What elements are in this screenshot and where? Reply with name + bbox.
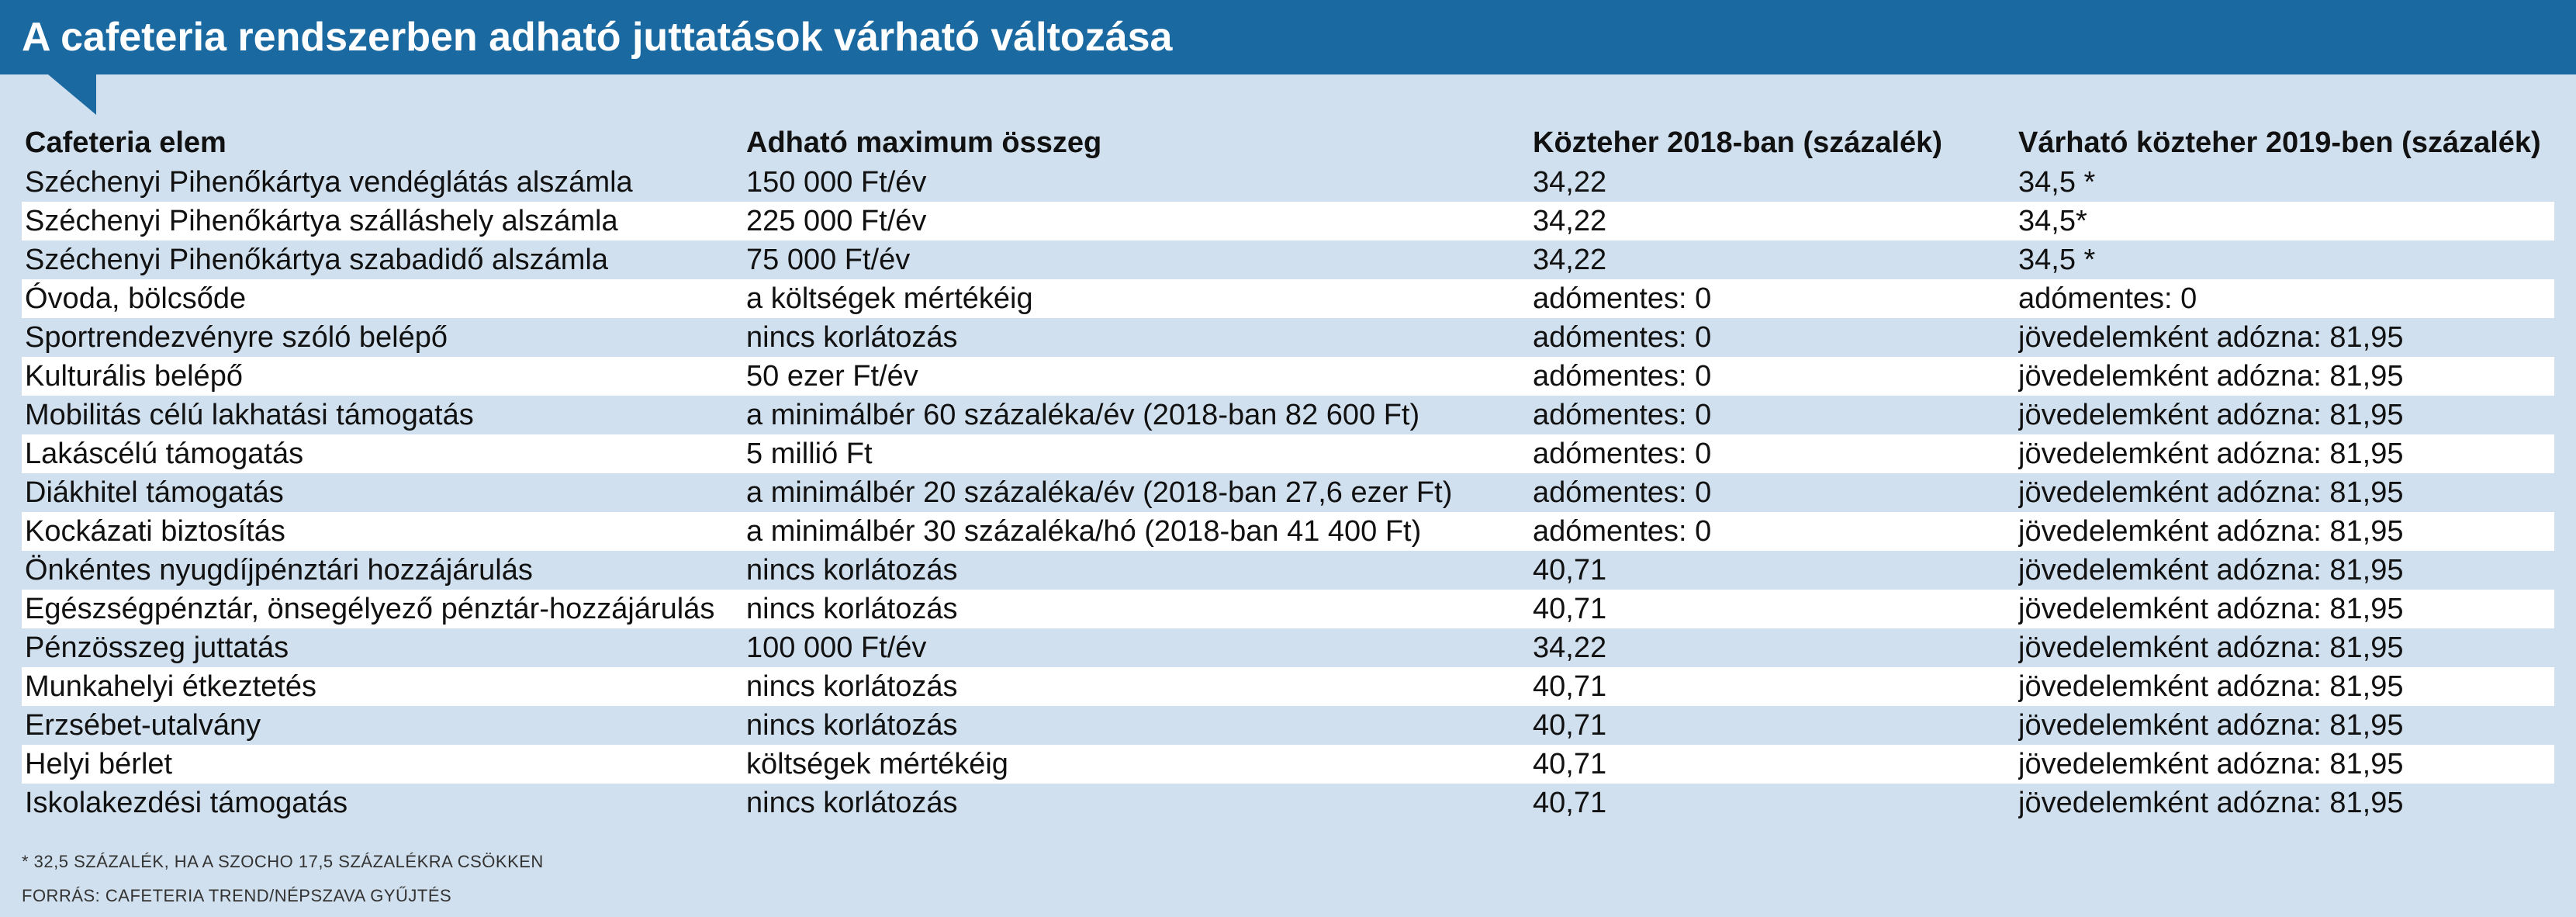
row-cafeteria-elem: Iskolakezdési támogatás	[25, 786, 348, 819]
row-burden-2019: jövedelemként adózna: 81,95	[2018, 320, 2404, 354]
row-burden-2019: 34,5 *	[2018, 165, 2096, 199]
footnote-asterisk: * 32,5 SZÁZALÉK, HA A SZOCHO 17,5 SZÁZALÉKRA CSÖKKEN	[22, 852, 544, 871]
row-burden-2019: jövedelemként adózna: 81,95	[2018, 708, 2404, 742]
table-row	[22, 551, 2554, 590]
row-max-amount: 50 ezer Ft/év	[746, 359, 918, 393]
row-burden-2019: 34,5 *	[2018, 243, 2096, 276]
row-burden-2018: adómentes: 0	[1533, 282, 1712, 315]
row-cafeteria-elem: Óvoda, bölcsőde	[25, 282, 247, 315]
row-burden-2019: jövedelemként adózna: 81,95	[2018, 670, 2404, 703]
title-bar	[0, 0, 2576, 74]
row-burden-2018: 34,22	[1533, 204, 1607, 237]
table-row	[22, 784, 2554, 822]
row-burden-2018: 34,22	[1533, 165, 1607, 199]
header-burden-2018: Közteher 2018-ban (százalék)	[1533, 126, 1942, 159]
table-body	[22, 163, 2554, 822]
row-max-amount: nincs korlátozás	[746, 670, 958, 703]
row-max-amount: költségek mértékéig	[746, 747, 1008, 780]
row-cafeteria-elem: Egészségpénztár, önsegélyező pénztár-hozzájárulás	[25, 592, 715, 625]
row-cafeteria-elem: Széchenyi Pihenőkártya szálláshely alszámla	[25, 204, 618, 237]
row-max-amount: nincs korlátozás	[746, 708, 958, 742]
row-burden-2018: 40,71	[1533, 592, 1607, 625]
row-burden-2018: 34,22	[1533, 631, 1607, 664]
row-burden-2019: jövedelemként adózna: 81,95	[2018, 747, 2404, 780]
table-row	[22, 628, 2554, 667]
title-pointer-decoration	[48, 74, 96, 115]
table-row	[22, 590, 2554, 628]
row-cafeteria-elem: Pénzösszeg juttatás	[25, 631, 289, 664]
table-row	[22, 318, 2554, 357]
table-row	[22, 202, 2554, 240]
row-max-amount: a minimálbér 60 százaléka/év (2018-ban 82 600 Ft)	[746, 398, 1420, 431]
row-burden-2018: 34,22	[1533, 243, 1607, 276]
table-row	[22, 473, 2554, 512]
row-burden-2018: 40,71	[1533, 786, 1607, 819]
table-row	[22, 745, 2554, 784]
row-cafeteria-elem: Lakáscélú támogatás	[25, 437, 304, 470]
row-cafeteria-elem: Önkéntes nyugdíjpénztári hozzájárulás	[25, 553, 533, 587]
row-burden-2018: 40,71	[1533, 747, 1607, 780]
row-burden-2019: jövedelemként adózna: 81,95	[2018, 553, 2404, 587]
table-row	[22, 706, 2554, 745]
table-row	[22, 434, 2554, 473]
row-cafeteria-elem: Kockázati biztosítás	[25, 514, 285, 548]
row-max-amount: 150 000 Ft/év	[746, 165, 927, 199]
row-burden-2019: jövedelemként adózna: 81,95	[2018, 359, 2404, 393]
header-cafeteria-elem: Cafeteria elem	[25, 126, 226, 159]
table-header-row	[22, 123, 2554, 163]
row-cafeteria-elem: Széchenyi Pihenőkártya szabadidő alszámla	[25, 243, 608, 276]
row-max-amount: 75 000 Ft/év	[746, 243, 911, 276]
row-burden-2019: jövedelemként adózna: 81,95	[2018, 398, 2404, 431]
row-max-amount: nincs korlátozás	[746, 553, 958, 587]
table-row	[22, 163, 2554, 202]
row-burden-2019: adómentes: 0	[2018, 282, 2197, 315]
row-burden-2019: jövedelemként adózna: 81,95	[2018, 592, 2404, 625]
row-burden-2018: 40,71	[1533, 553, 1607, 587]
page-title: A cafeteria rendszerben adható juttatások várható változása	[22, 15, 1173, 60]
row-max-amount: a minimálbér 20 százaléka/év (2018-ban 27,6 ezer Ft)	[746, 476, 1453, 509]
row-cafeteria-elem: Munkahelyi étkeztetés	[25, 670, 316, 703]
row-cafeteria-elem: Kulturális belépő	[25, 359, 243, 393]
row-cafeteria-elem: Széchenyi Pihenőkártya vendéglátás alszámla	[25, 165, 633, 199]
row-max-amount: a minimálbér 30 százaléka/hó (2018-ban 41 400 Ft)	[746, 514, 1422, 548]
table-row	[22, 240, 2554, 279]
row-max-amount: a költségek mértékéig	[746, 282, 1033, 315]
row-burden-2018: adómentes: 0	[1533, 359, 1712, 393]
table-row	[22, 396, 2554, 434]
row-cafeteria-elem: Diákhitel támogatás	[25, 476, 284, 509]
row-burden-2019: jövedelemként adózna: 81,95	[2018, 437, 2404, 470]
header-burden-2019: Várható közteher 2019-ben (százalék)	[2018, 126, 2541, 159]
row-max-amount: nincs korlátozás	[746, 592, 958, 625]
table-row	[22, 357, 2554, 396]
row-burden-2018: adómentes: 0	[1533, 437, 1712, 470]
row-cafeteria-elem: Sportrendezvényre szóló belépő	[25, 320, 448, 354]
row-cafeteria-elem: Helyi bérlet	[25, 747, 173, 780]
row-max-amount: 100 000 Ft/év	[746, 631, 927, 664]
cafeteria-table	[22, 123, 2554, 822]
footnote-source: FORRÁS: CAFETERIA TREND/NÉPSZAVA GYŰJTÉS	[22, 886, 452, 905]
table-row	[22, 279, 2554, 318]
row-burden-2019: jövedelemként adózna: 81,95	[2018, 786, 2404, 819]
row-burden-2018: 40,71	[1533, 708, 1607, 742]
header-max-amount: Adható maximum összeg	[746, 126, 1102, 159]
row-burden-2018: adómentes: 0	[1533, 476, 1712, 509]
row-burden-2019: 34,5*	[2018, 204, 2087, 237]
row-burden-2018: adómentes: 0	[1533, 398, 1712, 431]
row-burden-2019: jövedelemként adózna: 81,95	[2018, 514, 2404, 548]
row-max-amount: nincs korlátozás	[746, 320, 958, 354]
table-row	[22, 667, 2554, 706]
row-cafeteria-elem: Mobilitás célú lakhatási támogatás	[25, 398, 474, 431]
row-max-amount: nincs korlátozás	[746, 786, 958, 819]
row-burden-2018: 40,71	[1533, 670, 1607, 703]
table-row	[22, 512, 2554, 551]
row-cafeteria-elem: Erzsébet-utalvány	[25, 708, 261, 742]
row-burden-2018: adómentes: 0	[1533, 320, 1712, 354]
row-burden-2018: adómentes: 0	[1533, 514, 1712, 548]
row-burden-2019: jövedelemként adózna: 81,95	[2018, 631, 2404, 664]
row-burden-2019: jövedelemként adózna: 81,95	[2018, 476, 2404, 509]
row-max-amount: 225 000 Ft/év	[746, 204, 927, 237]
row-max-amount: 5 millió Ft	[746, 437, 873, 470]
